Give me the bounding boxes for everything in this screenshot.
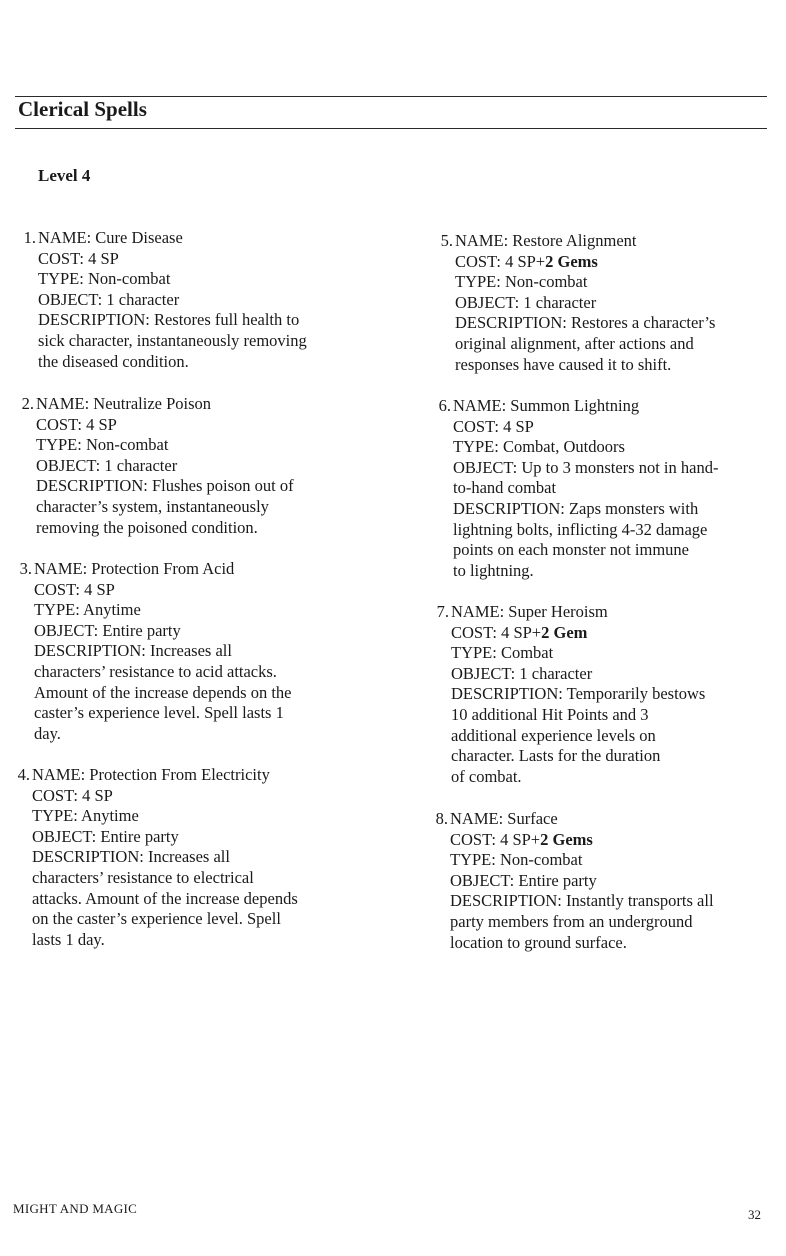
spell-cost [455, 252, 715, 273]
spell-object: OBJECT: 1 character [455, 292, 597, 312]
spell-description-line: DESCRIPTION: Increases all [32, 847, 230, 867]
spell-name: NAME: Surface [450, 809, 558, 828]
spell-object: OBJECT: Entire party [34, 620, 181, 640]
spell-cost [453, 417, 718, 438]
spell-number: 8. [435, 809, 448, 828]
spell-description-line: on the caster’s experience level. Spell [32, 909, 281, 929]
spell-description-line: DESCRIPTION: Zaps monsters with [453, 498, 699, 518]
spell-description-line: caster’s experience level. Spell lasts 1 [34, 703, 284, 723]
spell-description-line: DESCRIPTION: Flushes poison out of [36, 476, 294, 496]
spell-name: NAME: Super Heroism [451, 602, 608, 621]
spell-description-line: points on each monster not immune [453, 540, 690, 560]
spell-description-line: additional experience levels on [451, 725, 656, 745]
spell-entry-2 [12, 394, 294, 538]
spell-description-line: location to ground surface. [450, 932, 627, 952]
spell-description-line: characters’ resistance to electrical [32, 867, 254, 887]
spell-description-line: character. Lasts for the duration [451, 746, 661, 766]
spell-cost-prefix: COST: 4 SP+ [455, 251, 546, 271]
spell-cost [450, 830, 714, 851]
spell-number: 7. [436, 602, 449, 621]
spell-name: NAME: Neutralize Poison [36, 394, 212, 413]
section-title: Clerical Spells [18, 97, 147, 121]
spell-number: 3. [19, 559, 32, 578]
spell-description-line: character’s system, instantaneously [36, 496, 269, 516]
spell-entry-7 [427, 602, 705, 787]
spell-cost-prefix: COST: 4 SP [36, 414, 117, 434]
spell-description-line: responses have caused it to shift. [455, 354, 672, 374]
spell-object: OBJECT: Up to 3 monsters not in hand- [453, 457, 719, 477]
spell-description-line: characters’ resistance to acid attacks. [34, 661, 277, 681]
spell-description-line: lightning bolts, inflicting 4-32 damage [453, 519, 708, 539]
spell-type: TYPE: Non-combat [455, 272, 588, 292]
spell-number: 4. [17, 765, 30, 784]
spell-type: TYPE: Combat [451, 643, 554, 663]
spell-cost [38, 249, 307, 270]
spell-description-line: to lightning. [453, 560, 534, 580]
spell-entry-6 [429, 396, 718, 581]
spell-entry-1 [14, 228, 307, 372]
spell-description-line: party members from an underground [450, 911, 693, 931]
spell-description-line: attacks. Amount of the increase depends [32, 888, 298, 908]
spell-cost [34, 580, 292, 601]
spell-type: TYPE: Non-combat [38, 269, 171, 289]
spell-cost-prefix: COST: 4 SP [34, 579, 115, 599]
spell-description-line: DESCRIPTION: Instantly transports all [450, 891, 714, 911]
bottom-rule [15, 128, 767, 129]
spell-description-line: DESCRIPTION: Temporarily bestows [451, 684, 706, 704]
spell-name: NAME: Protection From Acid [34, 559, 235, 578]
spell-name: NAME: Summon Lightning [453, 396, 640, 415]
spell-object: OBJECT: 1 character [36, 455, 178, 475]
spell-entry-3 [10, 559, 292, 744]
footer-page-number: 32 [748, 1207, 761, 1222]
spell-description-line: original alignment, after actions and [455, 333, 694, 353]
spell-entry-5 [431, 231, 715, 375]
spell-cost-prefix: COST: 4 SP+ [450, 829, 541, 849]
spell-number: 1. [23, 228, 36, 247]
spell-number: 2. [21, 394, 34, 413]
spell-object: OBJECT: Entire party [450, 870, 597, 890]
spell-cost [451, 623, 705, 644]
level-title: Level 4 [38, 166, 91, 185]
spell-object: OBJECT: 1 character [451, 663, 593, 683]
spell-description-line: DESCRIPTION: Restores a character’s [455, 313, 716, 333]
spell-name: NAME: Protection From Electricity [32, 765, 270, 784]
spell-name: NAME: Restore Alignment [455, 231, 637, 250]
spell-description-line: removing the poisoned condition. [36, 517, 258, 537]
spell-cost-prefix: COST: 4 SP [453, 416, 534, 436]
spell-description-line: Amount of the increase depends on the [34, 682, 292, 702]
spell-description-line: DESCRIPTION: Restores full health to [38, 310, 300, 330]
spell-cost [36, 415, 294, 436]
spell-object: OBJECT: 1 character [38, 289, 180, 309]
spell-type: TYPE: Anytime [32, 806, 139, 826]
spell-cost-prefix: COST: 4 SP+ [451, 622, 542, 642]
spell-object: OBJECT: Entire party [32, 826, 179, 846]
spell-description-line: DESCRIPTION: Increases all [34, 641, 232, 661]
spell-type: TYPE: Non-combat [450, 850, 583, 870]
spell-name: NAME: Cure Disease [38, 228, 183, 247]
spell-cost-gems: 2 Gems [540, 829, 593, 849]
spell-cost-gems: 2 Gems [545, 251, 598, 271]
spell-description-line: sick character, instantaneously removing [38, 330, 307, 350]
spell-cost-prefix: COST: 4 SP [38, 248, 119, 268]
spell-number: 6. [438, 396, 451, 415]
spell-description-line: lasts 1 day. [32, 929, 105, 949]
spell-description-line: the diseased condition. [38, 351, 189, 371]
spell-entry-4 [8, 765, 298, 950]
spell-cost [32, 786, 298, 807]
spell-type: TYPE: Combat, Outdoors [453, 437, 625, 457]
footer-book-title: MIGHT AND MAGIC [13, 1201, 138, 1216]
spell-type: TYPE: Anytime [34, 600, 141, 620]
spell-description-line: 10 additional Hit Points and 3 [451, 704, 649, 724]
spell-object-continued: to-hand combat [453, 478, 557, 498]
spell-cost-prefix: COST: 4 SP [32, 785, 113, 805]
spell-description-line: of combat. [451, 766, 522, 786]
spell-description-line: day. [34, 723, 61, 743]
spell-number: 5. [440, 231, 453, 250]
spell-cost-gems: 2 Gem [541, 622, 588, 642]
spell-entry-8 [426, 809, 714, 953]
spell-type: TYPE: Non-combat [36, 435, 169, 455]
